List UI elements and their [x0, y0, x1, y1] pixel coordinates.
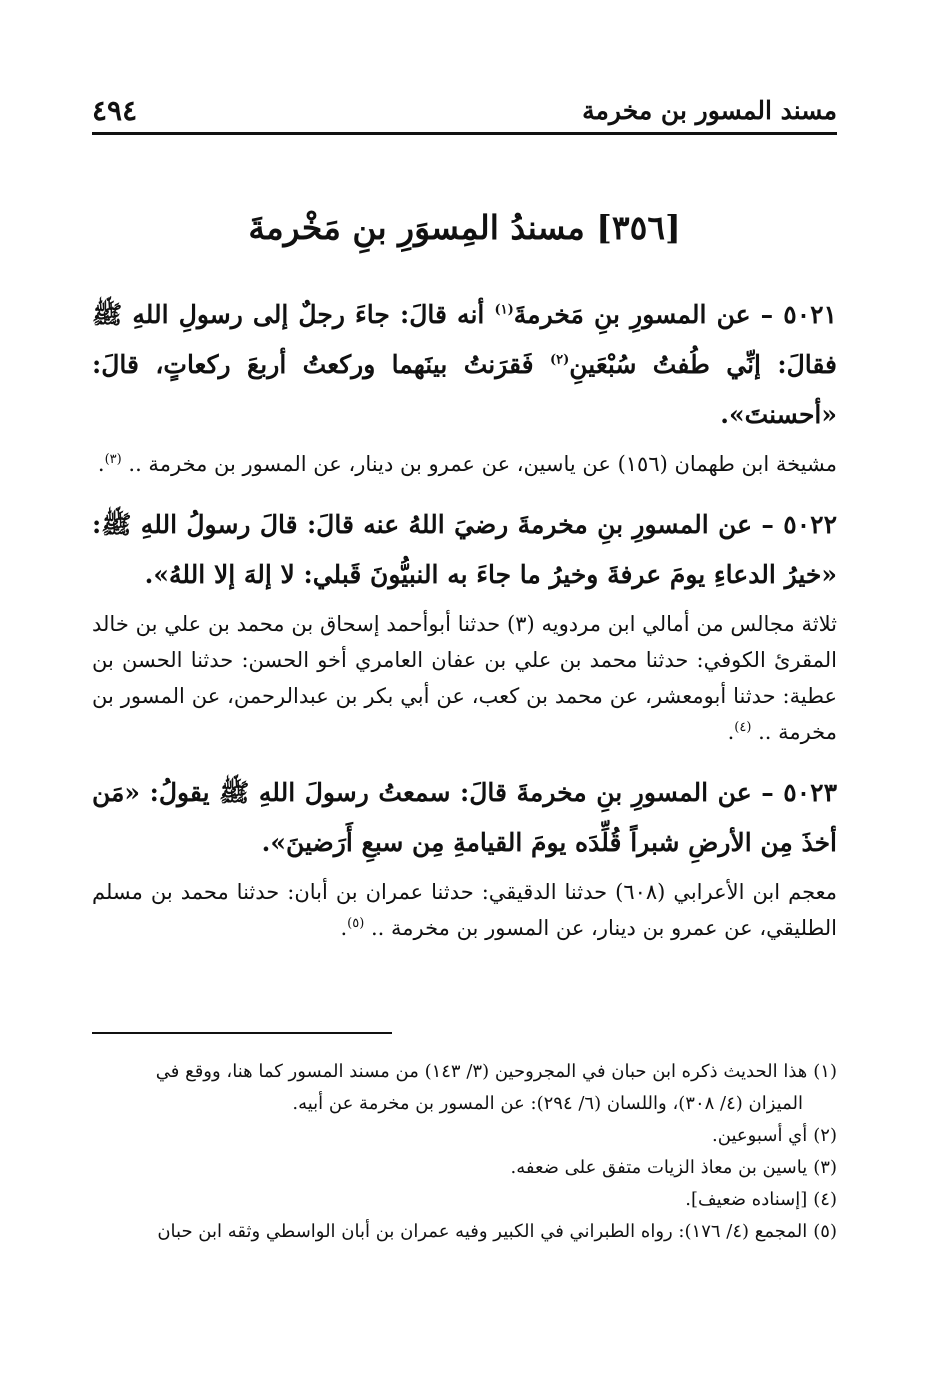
- hadith-text-part: فَقرَنتُ بينَهما وركعتُ أربعَ ركعاتٍ، قالَ: «أحسنتَ».: [92, 350, 837, 429]
- source-text: معجم ابن الأعرابي (٦٠٨) حدثنا الدقيقي: حدثنا عمران بن أبان: حدثنا محمد بن مسلم الطليقي، عن عمرو بن دينار، عن المسور بن مخرمة ..: [92, 880, 838, 940]
- footnote-ref[interactable]: (٣): [104, 452, 122, 467]
- footnote-number: (٤): [813, 1189, 837, 1210]
- footnote-continuation: الميزان (٤/ ٣٠٨)، واللسان (٦/ ٢٩٤): عن المسور بن مخرمة عن أبيه.: [292, 1093, 803, 1114]
- hadith-text-part: ٥٠٢١ – عن المسورِ بنِ مَخرمةَ: [513, 300, 837, 329]
- footnote-text: ياسين بن معاذ الزيات متفق على ضعفه.: [510, 1157, 808, 1178]
- footnote-ref[interactable]: (١): [494, 302, 514, 318]
- footnote-ref[interactable]: (٥): [347, 916, 365, 931]
- footnote-divider: [92, 1032, 392, 1034]
- footnote-text: هذا الحديث ذكره ابن حبان في المجروحين (٣/ ١٤٣) من مسند المسور كما هنا، ووقع في: [155, 1061, 808, 1082]
- hadith-source: مشيخة ابن طهمان (١٥٦) عن ياسين، عن عمرو بن دينار، عن المسور بن مخرمة .. $^{(٣)}$.: [97, 452, 837, 476]
- source-text: مشيخة ابن طهمان (١٥٦) عن ياسين، عن عمرو بن دينار، عن المسور بن مخرمة ..: [121, 452, 837, 476]
- footnote: [92, 1120, 837, 1152]
- hadith-block: [92, 500, 837, 750]
- source-text: ثلاثة مجالس من أمالي ابن مردويه (٣) حدثنا أبوأحمد إسحاق بن محمد بن علي بن خالد المقرئ الكوفي: حدثنا محمد بن علي بن عفان العامري أخو الحسن: حدثنا الحسن بن عطية: حدثنا أبومعشر، عن محمد بن كعب، عن أبي بكر بن عبدالرحمن، عن المسور بن مخرمة ..: [92, 612, 838, 744]
- footnote-number: (١): [813, 1061, 837, 1082]
- body-text: [92, 290, 837, 946]
- hadith-text: ٥٠٢٢ – عن المسورِ بنِ مخرمةَ رضيَ اللهُ عنه قالَ: قالَ رسولُ اللهِ ﷺ: «خيرُ الدعاءِ يومَ عرفةَ وخيرُ ما جاءَ به النبيُّونَ قَبلي: لا إلهَ إلا اللهُ».: [92, 510, 837, 589]
- footnote-text: المجمع (٤/ ١٧٦): رواه الطبراني في الكبير وفيه عمران بن أبان الواسطي وثقه ابن حبان: [157, 1221, 808, 1242]
- book-page: [92, 0, 837, 1382]
- hadith-source: معجم ابن الأعرابي (٦٠٨) حدثنا الدقيقي: حدثنا عمران بن أبان: حدثنا محمد بن مسلم الطليقي، عن عمرو بن دينار، عن المسور بن مخرمة .. $^{(٥)}$.: [92, 880, 838, 940]
- hadith-block: [92, 768, 837, 946]
- hadith-text: [92, 290, 837, 440]
- footnote-text: [إسناده ضعيف].: [685, 1189, 808, 1210]
- footnote-text: أي أسبوعين.: [712, 1125, 808, 1146]
- running-header: [92, 88, 837, 135]
- footnote: [92, 1216, 837, 1248]
- footnote-number: (٥): [813, 1221, 837, 1242]
- hadith-block: [92, 290, 837, 482]
- running-title: مسند المسور بن مخرمة: [582, 95, 837, 125]
- hadith-text: ٥٠٢٣ – عن المسورِ بنِ مخرمةَ قالَ: سمعتُ رسولَ اللهِ ﷺ يقولُ: «مَن أخذَ مِن الأرضِ شبراً قُلِّدَه يومَ القيامةِ مِن سبعِ أَرَضينَ».: [92, 778, 837, 857]
- footnote-number: (٣): [813, 1157, 837, 1178]
- footnote-ref[interactable]: (٤): [734, 720, 752, 735]
- footnote: [92, 1184, 837, 1216]
- hadith-text-part: أنه قالَ: جاءَ رجلٌ إلى رسولِ اللهِ ﷺ فقالَ: إنِّي طُفتُ سُبْعَينِ: [92, 300, 837, 379]
- footnote-ref[interactable]: (٢): [549, 352, 570, 368]
- footnotes: [92, 1056, 837, 1248]
- footnote-number: (٢): [813, 1125, 837, 1146]
- section-title: [٣٥٦] مسندُ المِسوَرِ بنِ مَخْرمةَ: [248, 208, 681, 247]
- footnote: [92, 1056, 837, 1088]
- page-number: ٤٩٤: [92, 93, 138, 127]
- hadith-source: ثلاثة مجالس من أمالي ابن مردويه (٣) حدثنا أبوأحمد إسحاق بن محمد بن علي بن خالد المقرئ الكوفي: حدثنا محمد بن علي بن عفان العامري أخو الحسن: حدثنا الحسن بن عطية: حدثنا أبومعشر، عن محمد بن كعب، عن أبي بكر بن عبدالرحمن، عن المسور بن مخرمة .. $^{(٤)}$.: [92, 612, 838, 744]
- footnote: [92, 1152, 837, 1184]
